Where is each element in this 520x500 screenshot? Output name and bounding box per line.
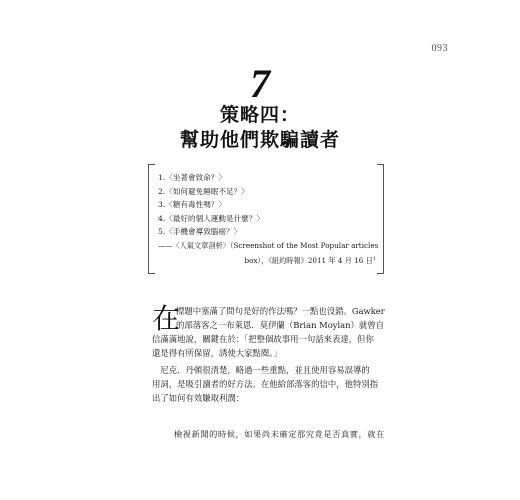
headline-item: 2.〈如何避免睡眠不足？〉 — [158, 186, 249, 196]
page-number: 093 — [431, 43, 448, 54]
headline-item: 5.〈手機會導致腦癌？〉 — [158, 227, 242, 236]
chapter-title-line-1: 策略四： — [219, 104, 300, 126]
body-line: 尼克．丹頓很清楚，略過一些重點，並且使用容易誤導的 — [152, 365, 370, 375]
quote-source-line-1: ——〈人氣文章剖析〉（Screenshot of the Most Popular articles — [158, 241, 379, 250]
footnote-marker: 1 — [372, 256, 376, 262]
body-line: 的部落客之一布萊恩．莫伊蘭（Brian Moylan）就曾自 — [176, 320, 385, 330]
headline-list — [158, 171, 380, 239]
chapter-title-line-2: 幫助他們欺騙讀者 — [179, 129, 340, 151]
body-line: 標題中塞滿了問句是好的作法嗎？一點也沒錯。Gawker — [176, 306, 385, 316]
block-quote-excerpt: 檢視新聞的時候，如果尚未確定那究竟是否真實，就在 — [174, 429, 385, 439]
body-line: 信滿滿地說，關鍵在於：「把整個故事用一句話來表達，但你 — [152, 334, 374, 344]
body-line: 用詞，是吸引讀者的好方法。在他給部落客的信中，他特別指 — [152, 379, 379, 389]
headline-item: 3.〈糖有毒性嗎？〉 — [158, 200, 226, 209]
chapter-number: 7 — [250, 61, 270, 106]
left-bracket — [148, 164, 155, 274]
quote-source-text: box），《紐約時報》2011 年 4 月 16 日 — [244, 256, 373, 265]
body-line: 還是得有所保留，誘使大家點閱。」 — [152, 348, 282, 358]
headline-item: 1.〈坐著會致命？〉 — [158, 173, 226, 182]
headline-item: 4.〈最好的個人運動是什麼？〉 — [158, 213, 264, 223]
quote-source-line-2 — [158, 253, 376, 267]
headline-quote-box — [148, 164, 384, 272]
body-line: 出了如何有效賺取利潤： — [152, 393, 245, 403]
drop-cap: 在 — [152, 302, 181, 335]
